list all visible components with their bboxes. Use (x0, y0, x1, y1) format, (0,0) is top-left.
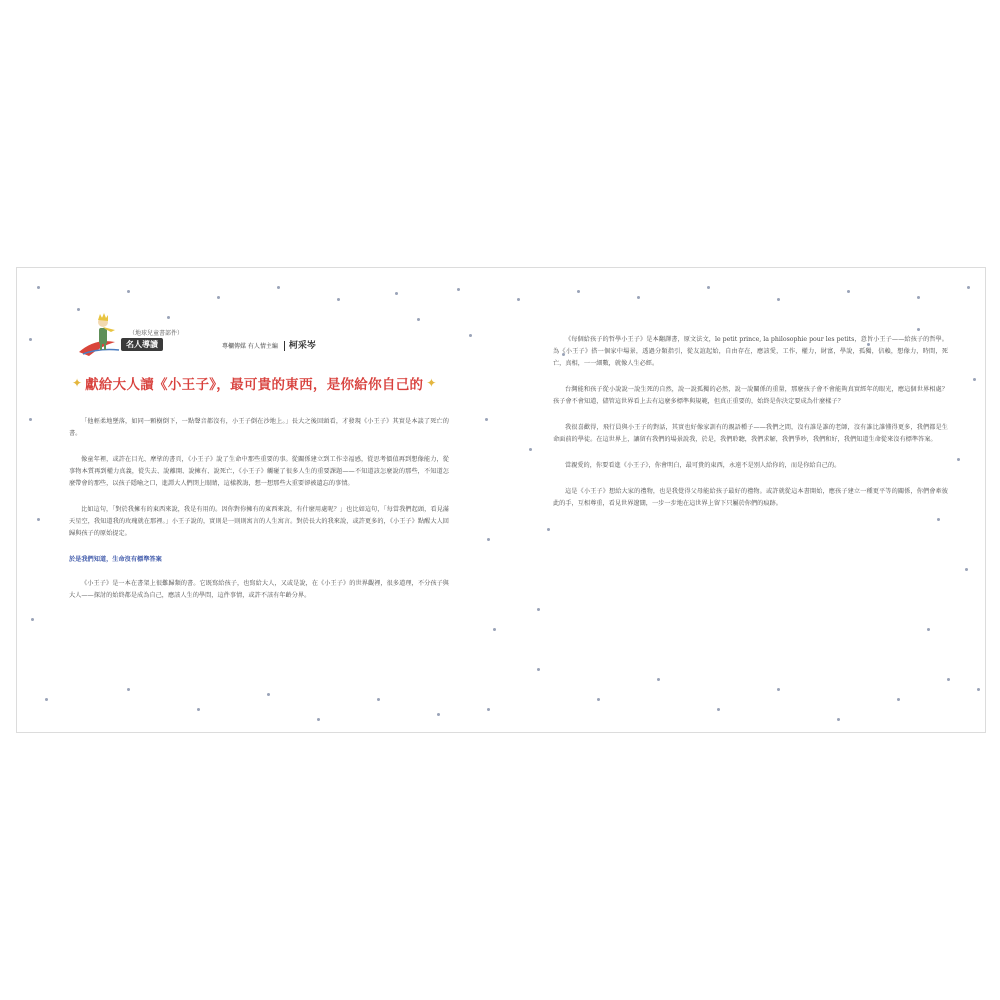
left-body (69, 416, 449, 616)
paragraph: 像童年裡，或許在目光、摩挲的書頁，《小王子》說了生命中那些重要的事。從關係建立到工作幸福感，從思考價值再到想像能力，從事物本質再到權力真義，從失去、說離開、說擁有、說死亡，《小王子》觸碰了很多人生的重要課題——不知道該怎麼說的那些，不知道怎麼帶會的那些，以孩子隱喻之口，進譚大人們閉上眼睛，這樣教誨，想一想那些大重要卻被遺忘的事情。 (69, 456, 449, 487)
paragraph: 這是《小王子》想給大家的禮物，也是我覺得父母能給孩子最好的禮物。或許就從這本書開始，應孩子建立一種更平等的關係，你們會牽彼此的手，互相尊重，看見世界遼闊，一步一步地在這世界上留下只屬於你們的痕跡。 (553, 488, 948, 507)
paragraph: 比如這句，「對於我擁有的東西來說，我是有用的。因你對你擁有的東西來說，有什麼用處呢？」也比如這句，「每當我們起頭，看見滿天星空，我知道我的玫瑰就在那裡。」小王子說的，實則是一則則寓言的人生寓言。對於長大的我來說，或許更多的，《小王子》點醒大人回歸與孩子的原始提定。 (69, 506, 449, 537)
little-prince-illustration (75, 308, 131, 364)
paragraph: 台灣能和孩子從小說說一說生死的自然，說一說孤獨的必然，說一說關係的重量，那麼孩子會不會能夠真實經年的眼光，應這個世界相處？孩子會不會知道，儘管這世界看上去有這麼多標準與規範，但真正重要的，始終是你決定要成為什麼樣子？ (553, 386, 948, 405)
right-body (553, 334, 948, 524)
right-page (501, 268, 985, 732)
byline (222, 338, 316, 351)
book-spread (16, 267, 986, 733)
badge-title: 名人導讀 (121, 338, 163, 351)
paragraph: 「他輕柔地墜落，如同一顆樹倒下，一點聲音都沒有，小王子倒在沙地上。」長大之後回頭看，才發現《小王子》其實是本談了死亡的書。 (69, 418, 449, 437)
left-page (17, 268, 501, 732)
badge-subtitle: （地球兒童書部件） (129, 330, 184, 337)
headline (72, 372, 457, 394)
paragraph: 《小王子》是一本在書架上很難歸類的書。它既寫給孩子，也寫給大人，又或是說，在《小王子》的世界觀裡，很多道理，不分孩子與大人——探討的始終都是成為自己，應該人生的學問，這件事情，或許不該有年齡分界。 (69, 580, 449, 599)
paragraph: 我很喜歡得，飛行員與小王子的對話，其實也好像家訓有的親語種子——我們之間，沒有誰是誰的老師，沒有誰比誰懂得更多，我們都是生命面前的學徒。在這世界上，讓留有我們的場景說我，於是，我們聆聽，我們求解，我們爭吵，我們和好，我們知道生命從來沒有標準答案。 (553, 424, 948, 443)
star-icon: ✦ (426, 376, 437, 390)
star-icon: ✦ (72, 376, 83, 390)
paragraph: 當親愛的，你要看進《小王子》，你會明白，最可貴的東西，永遠不是別人給你的，而是你給自己的。 (565, 462, 841, 469)
subheading: 於是我們知道，生命沒有標準答案 (69, 556, 162, 563)
paragraph: 《每個給孩子的哲學小王子》是本翻譯書，原文法文，le petit prince, la philosophie pour les petits，意旨小王子——給孩子的哲學。為《小王子》搭一個家中場景，透過分類指引，從友誼起始，自由存在，應該愛，工作，權力，財富，學說，孤獨，信賴，想像力，時間，死亡，真相，一一細數，就像人生必經。 (553, 336, 948, 367)
byline-role: 專欄傳媒 有人情主編 (222, 343, 278, 350)
column-badge (75, 308, 195, 364)
byline-author: 柯采岑 (284, 341, 316, 351)
headline-text: 獻給大人讀《小王子》，最可貴的東西，是你給你自己的 (85, 377, 424, 393)
